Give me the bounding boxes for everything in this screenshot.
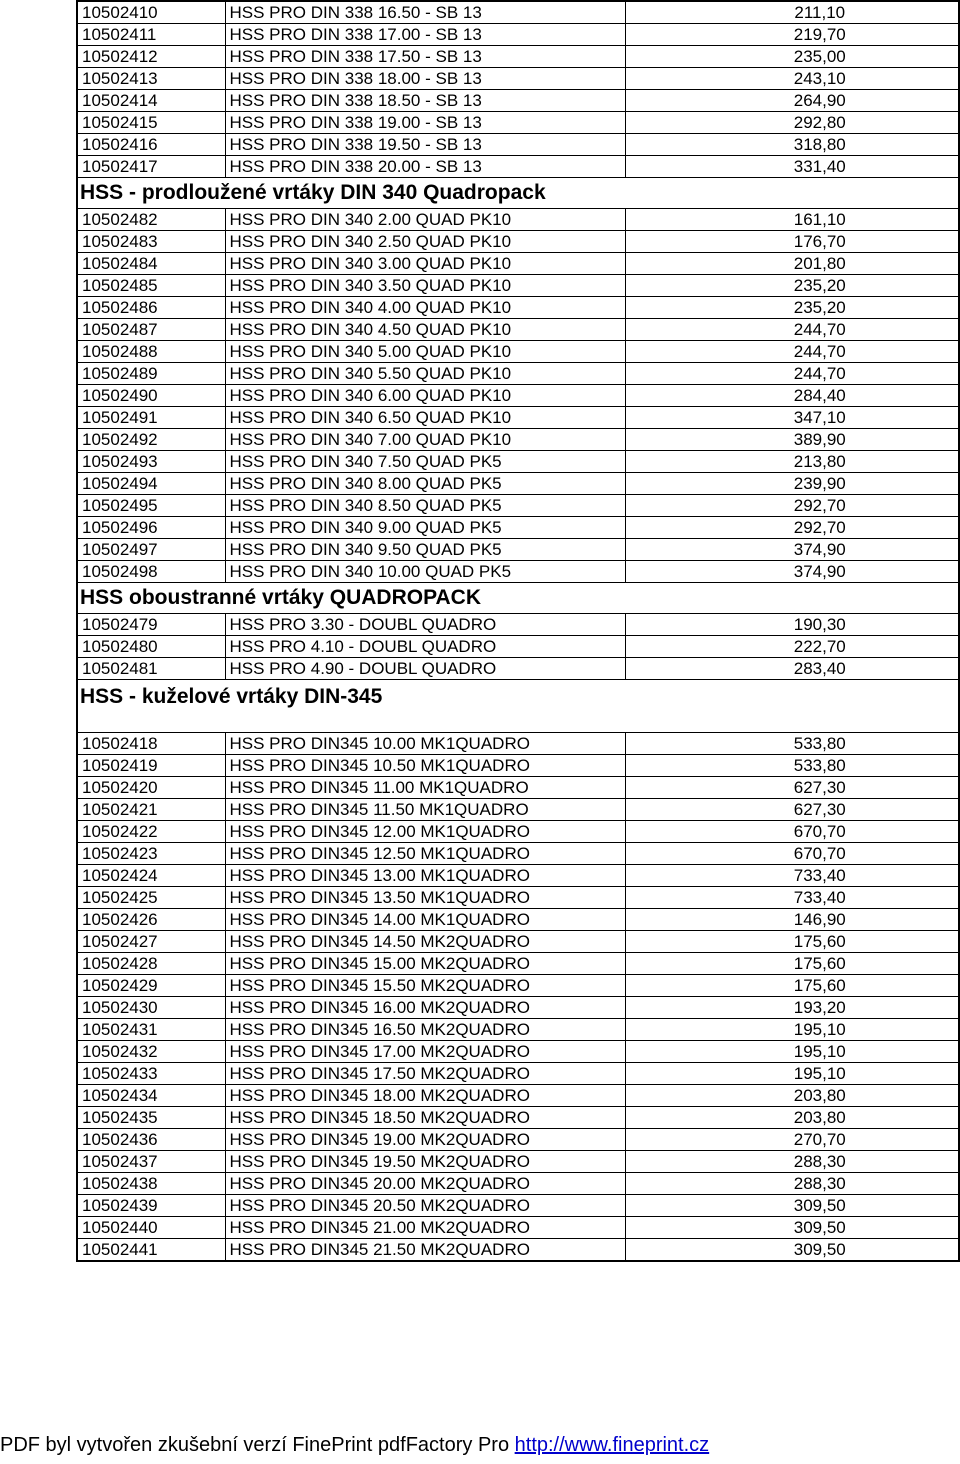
item-description: HSS PRO DIN 340 4.00 QUAD PK10 [225,297,625,319]
item-code: 10502498 [77,561,225,583]
item-code: 10502416 [77,134,225,156]
item-price: 244,70 [625,341,959,363]
table-row [77,636,959,658]
item-description: HSS PRO DIN345 21.00 MK2QUADRO [225,1217,625,1239]
item-price: 175,60 [625,975,959,997]
item-price: 244,70 [625,319,959,341]
item-price: 292,70 [625,495,959,517]
item-code: 10502482 [77,209,225,231]
item-price: 347,10 [625,407,959,429]
item-description: HSS PRO DIN 340 10.00 QUAD PK5 [225,561,625,583]
item-price: 203,80 [625,1107,959,1129]
item-price: 627,30 [625,799,959,821]
table-row [77,953,959,975]
item-description: HSS PRO DIN345 18.00 MK2QUADRO [225,1085,625,1107]
item-code: 10502485 [77,275,225,297]
item-code: 10502430 [77,997,225,1019]
item-code: 10502441 [77,1239,225,1262]
table-row [77,1195,959,1217]
item-code: 10502436 [77,1129,225,1151]
item-code: 10502411 [77,24,225,46]
item-description: HSS PRO DIN345 16.50 MK2QUADRO [225,1019,625,1041]
item-code: 10502492 [77,429,225,451]
table-row [77,843,959,865]
item-code: 10502425 [77,887,225,909]
item-description: HSS PRO DIN345 10.50 MK1QUADRO [225,755,625,777]
item-description: HSS PRO DIN345 20.00 MK2QUADRO [225,1173,625,1195]
item-description: HSS PRO DIN 340 4.50 QUAD PK10 [225,319,625,341]
item-description: HSS PRO DIN 340 6.00 QUAD PK10 [225,385,625,407]
item-code: 10502432 [77,1041,225,1063]
item-code: 10502493 [77,451,225,473]
table-row [77,90,959,112]
item-price: 284,40 [625,385,959,407]
item-price: 533,80 [625,733,959,755]
item-description: HSS PRO DIN345 11.50 MK1QUADRO [225,799,625,821]
item-code: 10502484 [77,253,225,275]
table-row [77,1107,959,1129]
item-code: 10502422 [77,821,225,843]
section-header [77,178,959,209]
table-row [77,821,959,843]
item-description: HSS PRO 4.10 - DOUBL QUADRO [225,636,625,658]
item-code: 10502410 [77,1,225,24]
footer-link[interactable]: http://www.fineprint.cz [514,1434,710,1456]
item-code: 10502488 [77,341,225,363]
item-code: 10502439 [77,1195,225,1217]
item-code: 10502495 [77,495,225,517]
item-code: 10502423 [77,843,225,865]
item-price: 670,70 [625,843,959,865]
item-code: 10502481 [77,658,225,680]
section-header [77,583,959,614]
item-code: 10502438 [77,1173,225,1195]
item-description: HSS PRO DIN345 14.00 MK1QUADRO [225,909,625,931]
item-description: HSS PRO DIN 338 19.50 - SB 13 [225,134,625,156]
table-row [77,909,959,931]
item-code: 10502420 [77,777,225,799]
item-code: 10502497 [77,539,225,561]
item-code: 10502483 [77,231,225,253]
item-code: 10502435 [77,1107,225,1129]
item-description: HSS PRO DIN345 15.00 MK2QUADRO [225,953,625,975]
table-row [77,1217,959,1239]
item-description: HSS PRO DIN345 11.00 MK1QUADRO [225,777,625,799]
table-row [77,931,959,953]
table-row [77,407,959,429]
table-row [77,997,959,1019]
item-price: 264,90 [625,90,959,112]
table-row [77,297,959,319]
table-row [77,385,959,407]
table-row [77,156,959,178]
item-description: HSS PRO DIN 340 9.50 QUAD PK5 [225,539,625,561]
item-code: 10502490 [77,385,225,407]
item-code: 10502479 [77,614,225,636]
item-description: HSS PRO DIN 340 2.00 QUAD PK10 [225,209,625,231]
item-description: HSS PRO DIN345 16.00 MK2QUADRO [225,997,625,1019]
item-description: HSS PRO DIN 338 16.50 - SB 13 [225,1,625,24]
table-row [77,1239,959,1262]
item-price: 283,40 [625,658,959,680]
item-code: 10502417 [77,156,225,178]
section-title: HSS - kuželové vrtáky DIN-345 [77,680,959,733]
table-row [77,253,959,275]
item-description: HSS PRO DIN345 17.50 MK2QUADRO [225,1063,625,1085]
item-price: 219,70 [625,24,959,46]
item-description: HSS PRO DIN 340 9.00 QUAD PK5 [225,517,625,539]
item-price: 670,70 [625,821,959,843]
item-price: 309,50 [625,1239,959,1262]
item-code: 10502487 [77,319,225,341]
table-row [77,755,959,777]
item-price: 161,10 [625,209,959,231]
item-description: HSS PRO DIN 340 7.00 QUAD PK10 [225,429,625,451]
item-price: 201,80 [625,253,959,275]
item-code: 10502415 [77,112,225,134]
item-price: 309,50 [625,1217,959,1239]
item-price: 190,30 [625,614,959,636]
table-row [77,363,959,385]
item-price: 533,80 [625,755,959,777]
table-row [77,733,959,755]
item-price: 244,70 [625,363,959,385]
table-row [77,1019,959,1041]
item-price: 374,90 [625,539,959,561]
table-row [77,209,959,231]
table-row [77,134,959,156]
price-table-body [77,1,959,1261]
item-code: 10502419 [77,755,225,777]
item-description: HSS PRO DIN 340 6.50 QUAD PK10 [225,407,625,429]
item-description: HSS PRO 3.30 - DOUBL QUADRO [225,614,625,636]
table-row [77,112,959,134]
table-row [77,777,959,799]
item-description: HSS PRO DIN 338 17.50 - SB 13 [225,46,625,68]
item-code: 10502494 [77,473,225,495]
item-description: HSS PRO DIN345 13.50 MK1QUADRO [225,887,625,909]
item-description: HSS PRO DIN 338 18.50 - SB 13 [225,90,625,112]
table-row [77,887,959,909]
section-title: HSS oboustranné vrtáky QUADROPACK [77,583,959,614]
table-row [77,1173,959,1195]
item-code: 10502433 [77,1063,225,1085]
item-price: 195,10 [625,1041,959,1063]
item-description: HSS PRO DIN 340 2.50 QUAD PK10 [225,231,625,253]
table-row [77,614,959,636]
item-price: 733,40 [625,887,959,909]
table-row [77,231,959,253]
table-row [77,341,959,363]
item-price: 203,80 [625,1085,959,1107]
item-code: 10502427 [77,931,225,953]
item-description: HSS PRO DIN345 20.50 MK2QUADRO [225,1195,625,1217]
price-table [76,0,960,1262]
item-description: HSS PRO DIN 338 17.00 - SB 13 [225,24,625,46]
item-code: 10502429 [77,975,225,997]
item-code: 10502421 [77,799,225,821]
table-row [77,473,959,495]
item-price: 309,50 [625,1195,959,1217]
item-code: 10502491 [77,407,225,429]
item-price: 627,30 [625,777,959,799]
price-table-sheet [76,0,958,1262]
item-price: 288,30 [625,1173,959,1195]
item-price: 288,30 [625,1151,959,1173]
item-description: HSS PRO DIN 340 3.00 QUAD PK10 [225,253,625,275]
item-description: HSS PRO DIN 340 8.00 QUAD PK5 [225,473,625,495]
table-row [77,865,959,887]
item-code: 10502418 [77,733,225,755]
table-row [77,1151,959,1173]
table-row [77,24,959,46]
item-price: 389,90 [625,429,959,451]
table-row [77,1063,959,1085]
table-row [77,429,959,451]
item-description: HSS PRO DIN 338 18.00 - SB 13 [225,68,625,90]
item-code: 10502437 [77,1151,225,1173]
item-code: 10502431 [77,1019,225,1041]
item-price: 195,10 [625,1019,959,1041]
item-code: 10502413 [77,68,225,90]
item-code: 10502426 [77,909,225,931]
item-code: 10502428 [77,953,225,975]
item-price: 733,40 [625,865,959,887]
item-description: HSS PRO DIN345 10.00 MK1QUADRO [225,733,625,755]
item-price: 213,80 [625,451,959,473]
table-row [77,495,959,517]
item-description: HSS PRO DIN 340 5.00 QUAD PK10 [225,341,625,363]
item-code: 10502434 [77,1085,225,1107]
item-code: 10502412 [77,46,225,68]
table-row [77,1,959,24]
table-row [77,451,959,473]
pdf-footer [0,1434,709,1457]
item-description: HSS PRO DIN345 14.50 MK2QUADRO [225,931,625,953]
table-row [77,658,959,680]
item-description: HSS PRO DIN 340 3.50 QUAD PK10 [225,275,625,297]
table-row [77,561,959,583]
item-price: 222,70 [625,636,959,658]
item-price: 270,70 [625,1129,959,1151]
item-description: HSS PRO DIN345 17.00 MK2QUADRO [225,1041,625,1063]
item-description: HSS PRO 4.90 - DOUBL QUADRO [225,658,625,680]
table-row [77,517,959,539]
table-row [77,539,959,561]
item-description: HSS PRO DIN 338 19.00 - SB 13 [225,112,625,134]
item-price: 331,40 [625,156,959,178]
table-row [77,46,959,68]
table-row [77,275,959,297]
item-description: HSS PRO DIN345 13.00 MK1QUADRO [225,865,625,887]
item-description: HSS PRO DIN345 12.00 MK1QUADRO [225,821,625,843]
table-row [77,319,959,341]
item-price: 374,90 [625,561,959,583]
item-description: HSS PRO DIN345 12.50 MK1QUADRO [225,843,625,865]
item-price: 235,00 [625,46,959,68]
item-price: 193,20 [625,997,959,1019]
section-title: HSS - prodloužené vrtáky DIN 340 Quadropack [77,178,959,209]
item-price: 175,60 [625,931,959,953]
section-header [77,680,959,733]
table-row [77,1129,959,1151]
item-price: 175,60 [625,953,959,975]
item-price: 146,90 [625,909,959,931]
item-code: 10502486 [77,297,225,319]
item-price: 235,20 [625,297,959,319]
item-price: 235,20 [625,275,959,297]
item-description: HSS PRO DIN345 15.50 MK2QUADRO [225,975,625,997]
item-price: 211,10 [625,1,959,24]
item-description: HSS PRO DIN345 18.50 MK2QUADRO [225,1107,625,1129]
table-row [77,799,959,821]
item-price: 239,90 [625,473,959,495]
item-price: 243,10 [625,68,959,90]
table-row [77,1085,959,1107]
item-description: HSS PRO DIN 338 20.00 - SB 13 [225,156,625,178]
footer-text: PDF byl vytvořen zkušební verzí FinePrint pdfFactory Pro [0,1434,515,1456]
table-row [77,1041,959,1063]
item-description: HSS PRO DIN345 19.50 MK2QUADRO [225,1151,625,1173]
item-description: HSS PRO DIN 340 5.50 QUAD PK10 [225,363,625,385]
item-price: 318,80 [625,134,959,156]
item-code: 10502489 [77,363,225,385]
item-price: 292,80 [625,112,959,134]
item-code: 10502480 [77,636,225,658]
item-price: 176,70 [625,231,959,253]
item-code: 10502414 [77,90,225,112]
item-description: HSS PRO DIN 340 7.50 QUAD PK5 [225,451,625,473]
table-row [77,975,959,997]
item-code: 10502424 [77,865,225,887]
item-code: 10502440 [77,1217,225,1239]
item-price: 292,70 [625,517,959,539]
table-row [77,68,959,90]
item-code: 10502496 [77,517,225,539]
item-description: HSS PRO DIN345 19.00 MK2QUADRO [225,1129,625,1151]
item-description: HSS PRO DIN345 21.50 MK2QUADRO [225,1239,625,1262]
item-description: HSS PRO DIN 340 8.50 QUAD PK5 [225,495,625,517]
item-price: 195,10 [625,1063,959,1085]
